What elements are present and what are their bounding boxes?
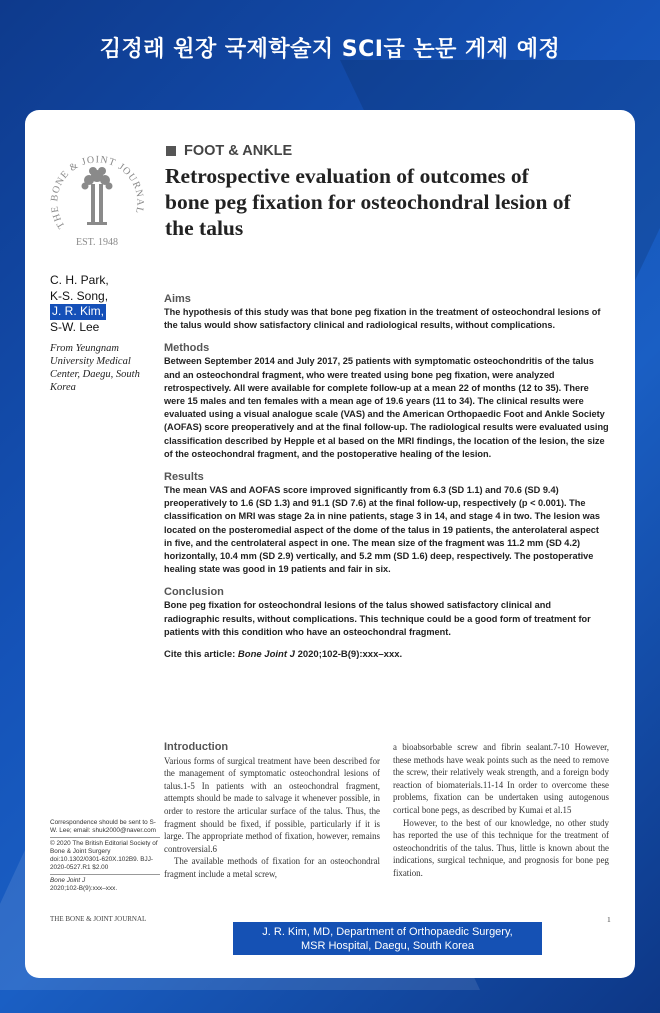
logo-arc-text: THE BONE & JOINT JOURNAL — [49, 154, 146, 231]
author-name: K-S. Song, — [50, 288, 109, 303]
square-icon — [166, 146, 176, 156]
svg-text:THE BONE & JOINT JOURNAL — [49, 154, 145, 230]
results-heading: Results — [164, 471, 204, 484]
logo-est-text: EST. 1948 — [75, 237, 119, 248]
caption-line: J. R. Kim, MD, Department of Orthopaedic Surgery, — [262, 925, 513, 938]
journal-ref: Bone Joint J — [50, 877, 86, 884]
aims-body: The hypothesis of this study was that bone peg fixation in the treatment of osteochondral lesions of the talus would show satisfactory clinical and radiological results, without complications. — [164, 307, 601, 331]
author-name: C. H. Park, — [50, 273, 109, 287]
results-body: The mean VAS and AOFAS score improved significantly from 6.3 (SD 1.1) and 70.6 (SD 9.4) preoperatively to 1.6 (SD 1.3) and 91.1 (SD 7.6) at the final follow-up, respectively (p < 0.001). The classification on MRI was stage 2a in nine patients, stage 3 in 14, and stage 4 in two. The lesion was located on the posteromedial aspect of the dome of the talus in 19 patients, the anterolateral aspect in five, and the centrolateral aspect in one. The mean size of the fragment was 11.2 mm (SD 4.2) horizontally, 10.4 mm (SD 2.9) vertically, and 5.2 mm (SD 1.6) deep, respectively. The postoperative healing state was good in 19 patients and fair in six. — [164, 485, 601, 575]
author-name-highlighted: J. R. Kim, — [52, 304, 105, 318]
introduction — [164, 741, 609, 881]
copyright-note: © 2020 The British Editorial Society of Bone & Joint Surgery doi:10.1302/0301-620X.102B9. BJJ-2020-0527.R1 $2.00 — [50, 840, 158, 871]
paper-page — [25, 110, 635, 978]
title-line: bone peg fixation for osteochondral lesion of — [165, 190, 571, 214]
article-title — [165, 163, 615, 241]
conclusion-heading: Conclusion — [164, 586, 224, 599]
author-caption — [233, 922, 542, 955]
affiliation: From Yeungnam University Medical Center, Daegu, South Korea — [50, 343, 140, 393]
section-tag-label: FOOT & ANKLE — [184, 143, 293, 159]
conclusion-body: Bone peg fixation for osteochondral lesions of the talus showed satisfactory clinical and radiographic results, without complications. This technique could be a good form of treatment for patients with this condition who have an osteochondral fragment. — [164, 600, 591, 637]
abstract — [164, 293, 609, 660]
intro-paragraph: However, to the best of our knowledge, no other study has reported the use of this technique for the treatment of osteochondritis of the talus. Thus, little is known about the indications, surgical technique, and prognosis for bone peg fixation. — [393, 817, 609, 878]
intro-heading: Introduction — [164, 741, 229, 753]
intro-column-right — [393, 741, 609, 881]
section-tag — [166, 143, 292, 159]
cite-prefix: Cite this article: — [164, 649, 238, 661]
divider — [50, 874, 160, 875]
banner-title: 김정래 원장 국제학술지 SCI급 논문 게제 예정 — [99, 37, 561, 62]
intro-column-left — [164, 741, 380, 881]
correspondence-note: Correspondence should be sent to S-W. Lee; email: shuk2000@naver.com — [50, 819, 156, 834]
journal-ref-volume: 2020;102-B(9):xxx–xxx. — [50, 885, 118, 892]
footer-journal-name: THE BONE & JOINT JOURNAL — [50, 915, 147, 923]
page-number: 1 — [607, 915, 611, 924]
intro-paragraph: a bioabsorbable screw and fibrin sealant.7-10 However, these methods have weak points such as the need to remove the screw, their relatively weak strength, and a foreign body reaction of biomaterials.11-14 In order to overcome these problems, fixation can be undertaken using autogenous cortical bone pegs, as described by Kumai et al.15 — [393, 742, 609, 815]
journal-logo — [45, 138, 149, 250]
cite-rest: 2020;102-B(9):xxx–xxx. — [294, 649, 403, 661]
author-list — [50, 273, 109, 335]
methods-body: Between September 2014 and July 2017, 25 patients with symptomatic osteochondritis of the talus and an osteochondral fragment, who were treated using bone peg fixation, were analyzed retrospectively. All were available for complete follow-up at a mean 22 of months (12 to 35). There were 15 males and ten females with a mean age of 19.6 years (11 to 34). The clinical results were evaluated using a visual analogue scale (VAS) and the American Orthopaedic Foot and Ankle Society (AOFAS) score preoperatively and at the final follow-up. The radiological results were evaluated using classification described by Hepple et al based on the MRI findings, the location of the lesion, the size of the osteochondral fragment, and the postoperative healing of the lesion. — [164, 356, 609, 459]
author-name: S-W. Lee — [50, 319, 100, 334]
tree-icon — [82, 167, 113, 225]
citation — [164, 649, 609, 660]
caption-line: MSR Hospital, Daegu, South Korea — [300, 939, 475, 952]
methods-heading: Methods — [164, 342, 210, 355]
side-notes — [50, 819, 160, 893]
title-line: the talus — [165, 216, 244, 240]
title-line: Retrospective evaluation of outcomes of — [165, 164, 529, 188]
cite-journal: Bone Joint J — [237, 649, 295, 661]
intro-paragraph: The available methods of fixation for an osteochondral fragment include a metal screw, — [164, 856, 380, 879]
intro-paragraph: Various forms of surgical treatment have been described for the management of symptomatic osteochondral lesions of talus.1-5 In patients with an osteochondral fragment, attempts should be made to salvage it whenever possible, in order to restore the articular surface of the talus. Thus, the fragment should be fixed, if possible, particularly if it is large. The appropriate method of fixation, however, remains controversial.6 — [164, 755, 380, 854]
aims-heading: Aims — [164, 293, 191, 305]
divider — [50, 837, 160, 838]
